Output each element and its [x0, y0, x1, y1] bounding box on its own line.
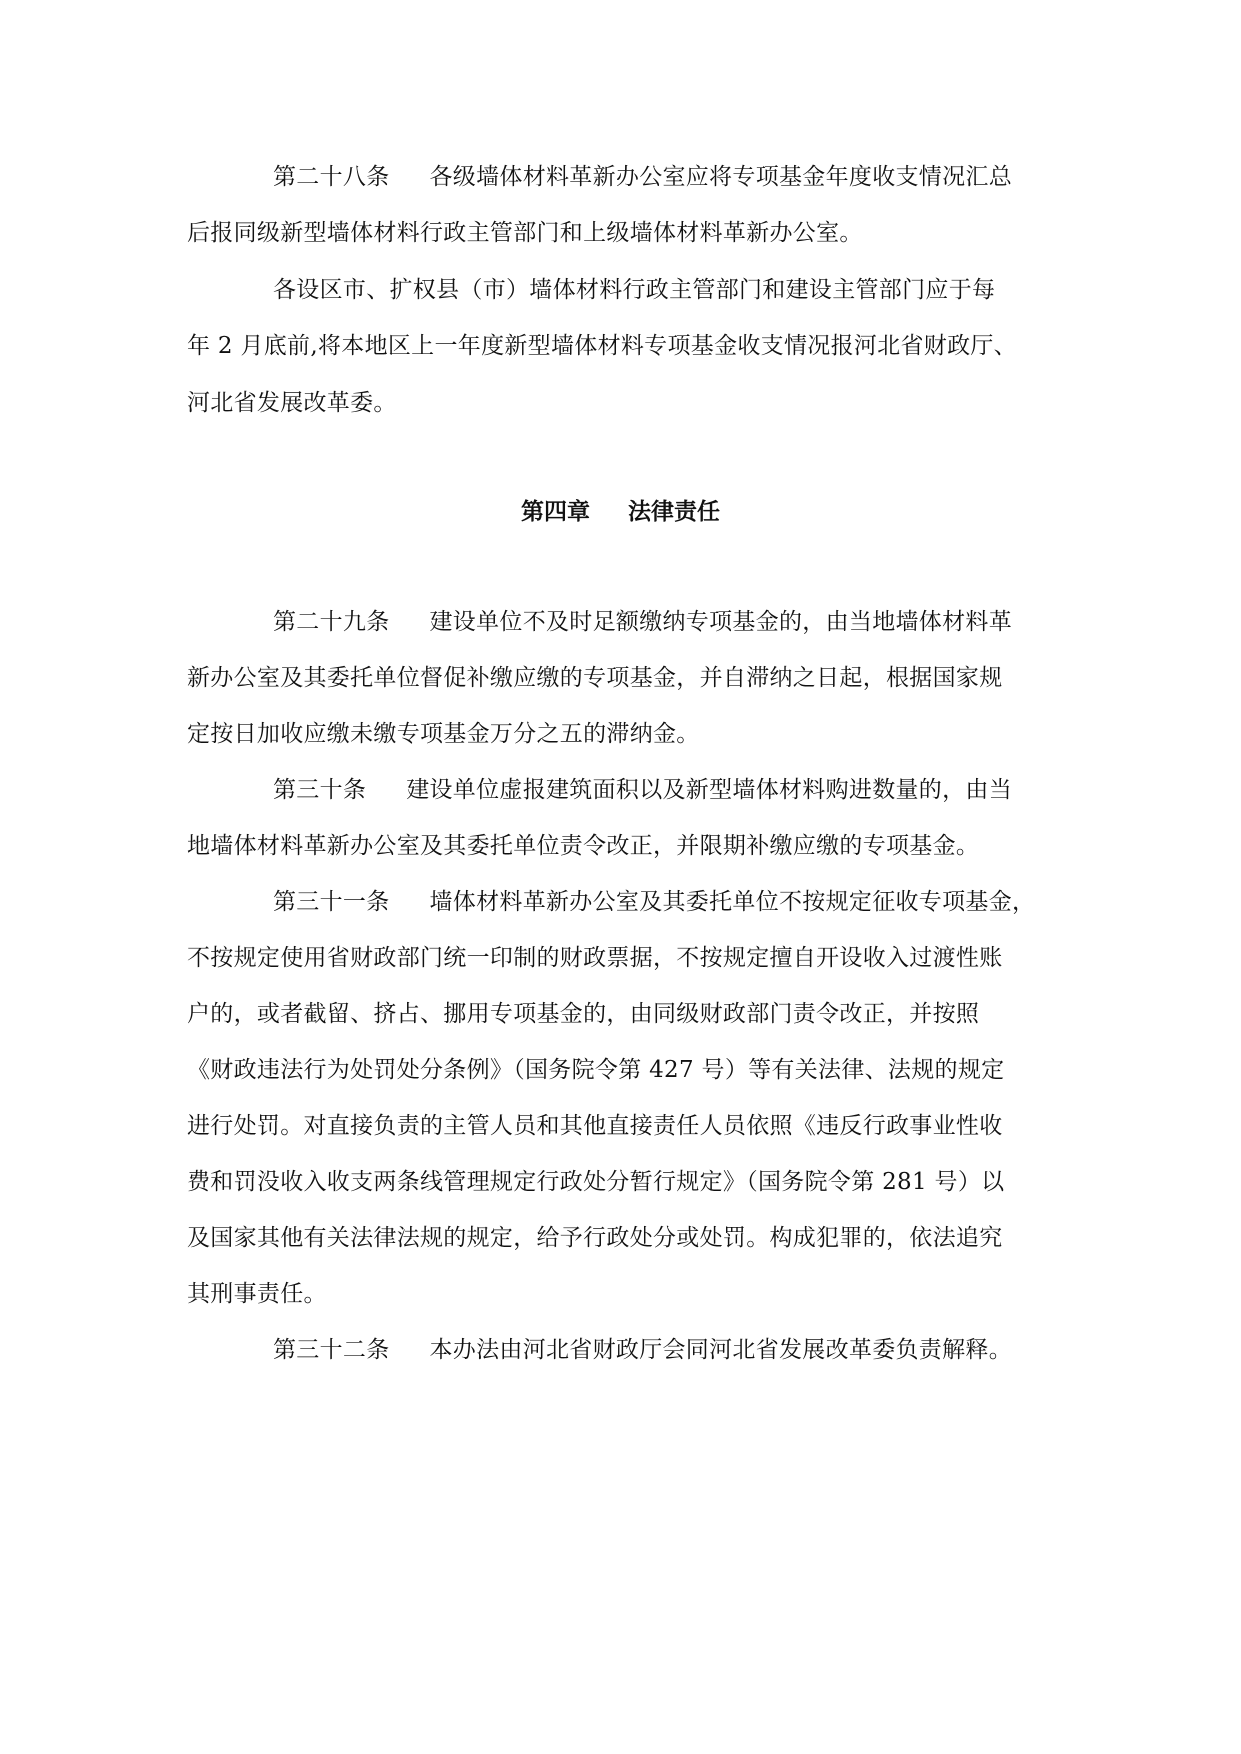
article-30-number: 第三十条 [273, 777, 367, 803]
article-31-line-6: 费和罚没收入收支两条线管理规定行政处分暂行规定》（国务院令第 281 号）以 [187, 1169, 1005, 1195]
article-31-text: 墙体材料革新办公室及其委托单位不按规定征收专项基金， [429, 889, 1036, 915]
article-31-line-4: 《财政违法行为处罚处分条例》（国务院令第 427 号）等有关法律、法规的规定 [187, 1057, 1005, 1083]
article-31-line-8: 其刑事责任。 [187, 1281, 327, 1307]
article-31-line-2: 不按规定使用省财政部门统一印制的财政票据，不按规定擅自开设收入过渡性账 [187, 945, 1003, 971]
chapter-title: 法律责任 [628, 498, 720, 525]
article-30-line-1 [273, 775, 1012, 805]
article-31-line-1 [273, 887, 1035, 917]
article-32-text: 本办法由河北省财政厅会同河北省发展改革委负责解释。 [429, 1337, 1012, 1363]
article-28-para-2-line-3: 河北省发展改革委。 [187, 390, 397, 416]
article-28-line-2: 后报同级新型墙体材料行政主管部门和上级墙体材料革新办公室。 [187, 220, 863, 246]
article-28-para-2-line-1: 各设区市、扩权县（市）墙体材料行政主管部门和建设主管部门应于每 [273, 277, 996, 303]
article-28-number: 第二十八条 [273, 164, 390, 190]
article-31-line-5: 进行处罚。对直接负责的主管人员和其他直接责任人员依照《违反行政事业性收 [187, 1113, 1003, 1139]
article-29-text: 建设单位不及时足额缴纳专项基金的，由当地墙体材料革 [429, 609, 1012, 635]
article-30-line-2: 地墙体材料革新办公室及其委托单位责令改正，并限期补缴应缴的专项基金。 [187, 833, 980, 859]
article-29-line-2: 新办公室及其委托单位督促补缴应缴的专项基金，并自滞纳之日起，根据国家规 [187, 665, 1003, 691]
article-29-line-1 [273, 607, 1012, 637]
chapter-number: 第四章 [521, 498, 590, 525]
article-28-para-2-line-2: 年 2 月底前,将本地区上一年度新型墙体材料专项基金收支情况报河北省财政厅、 [187, 333, 1017, 359]
chapter-heading [0, 497, 1241, 527]
article-29-line-3: 定按日加收应缴未缴专项基金万分之五的滞纳金。 [187, 721, 700, 747]
article-29-number: 第二十九条 [273, 609, 390, 635]
article-31-line-7: 及国家其他有关法律法规的规定，给予行政处分或处罚。构成犯罪的，依法追究 [187, 1225, 1003, 1251]
article-30-text: 建设单位虚报建筑面积以及新型墙体材料购进数量的，由当 [406, 777, 1013, 803]
article-28-text: 各级墙体材料革新办公室应将专项基金年度收支情况汇总 [429, 164, 1012, 190]
article-31-number: 第三十一条 [273, 889, 390, 915]
article-31-line-3: 户的，或者截留、挤占、挪用专项基金的，由同级财政部门责令改正，并按照 [187, 1001, 980, 1027]
article-28-line-1 [273, 162, 1012, 192]
article-32-line-1 [273, 1335, 1012, 1365]
article-32-number: 第三十二条 [273, 1337, 390, 1363]
